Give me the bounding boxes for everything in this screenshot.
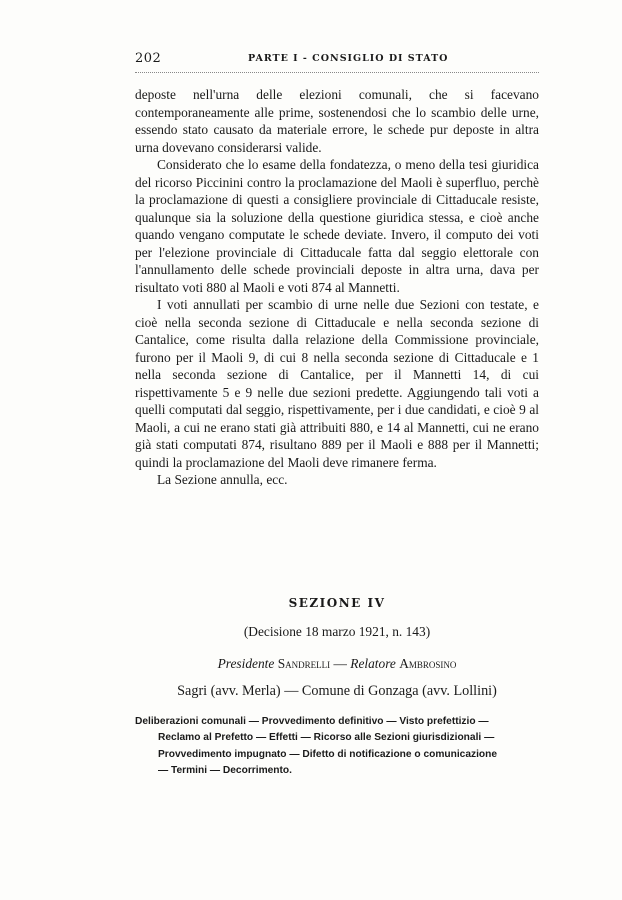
- presidente-label: Presidente: [217, 656, 275, 671]
- summary-line-2: Reclamo al Prefetto — Effetti — Ricorso alle Sezioni giurisdizionali —: [158, 732, 495, 744]
- paragraph-4: La Sezione annulla, ecc.: [157, 472, 288, 487]
- paragraph-3: I voti annullati per scambio di urne nelle due Sezioni con testate, e cioè nella seconda sezione di Cittaducale e nella seconda sezione di Cantalice, come risulta dalla relazione della Commissione provinciale, furono per il Maoli 9, di cui 8 nella seconda sezione di Cittaducale e 1 nella seconda sezione di Cantalice, per il Mannetti 14, di cui rispettivamente 5 e 9 nelle due sezioni predette. Aggiungendo tali voti a quelli computati dal seggio, rispettivamente, per i due candidati, e cioè 9 al Maoli, a cui ne erano stati già attribuiti 880, e 14 al Mannetti, cui ne erano già stati computati 874, risultano 889 per il Maoli e 888 per il Mannetti; quindi la proclamazione del Maoli deve rimanere ferma.: [135, 297, 539, 470]
- body-text: [135, 86, 539, 489]
- summary-line-4: — Termini — Decorrimento.: [158, 764, 292, 776]
- page-header: [135, 51, 539, 73]
- court-composition: [135, 656, 539, 672]
- separator-dash: —: [333, 656, 347, 671]
- paragraph-2: Considerato che lo esame della fondatezza, o meno della tesi giuridica del ricorso Piccinini contro la proclamazione del Maoli è superfluo, perchè la proclamazione di questi a consigliere provinciale di Cittaducale resiste, qualunque sia la soluzione della questione giuridica stessa, e cioè anche quando vengano computate le schede deviate. Invero, il computo dei voti per l'elezione provinciale di Cittaducale fatta dal seggio elettorale con l'annullamento delle schede provinciali deposte in altra urna, dava per risultato voti 880 al Maoli e voti 874 al Mannetti.: [135, 157, 539, 295]
- relatore-name: Ambrosino: [399, 656, 457, 671]
- case-summary: [135, 714, 539, 779]
- paragraph-1: deposte nell'urna delle elezioni comunali, che si facevano contemporaneamente alle prime, sostenendosi che lo scambio delle urne, essendo stato causato da materiale errore, le schede pur deposte in altra urna dovevano considerarsi valide.: [135, 87, 539, 155]
- presidente-name: Sandrelli: [277, 656, 331, 671]
- relatore-label: Relatore: [350, 656, 396, 671]
- parties-line: Sagri (avv. Merla) — Comune di Gonzaga (avv. Lollini): [177, 683, 497, 699]
- decision-reference: (Decisione 18 marzo 1921, n. 143): [243, 624, 431, 639]
- running-title: PARTE I - CONSIGLIO DI STATO: [248, 53, 449, 64]
- section-title: SEZIONE IV: [288, 596, 386, 610]
- summary-line-3: Provvedimento impugnato — Difetto di notificazione o comunicazione: [158, 748, 498, 760]
- page-number: 202: [135, 51, 162, 66]
- header-rule: [135, 72, 539, 73]
- summary-line-1: Deliberazioni comunali — Provvedimento definitivo — Visto prefettizio —: [135, 716, 489, 727]
